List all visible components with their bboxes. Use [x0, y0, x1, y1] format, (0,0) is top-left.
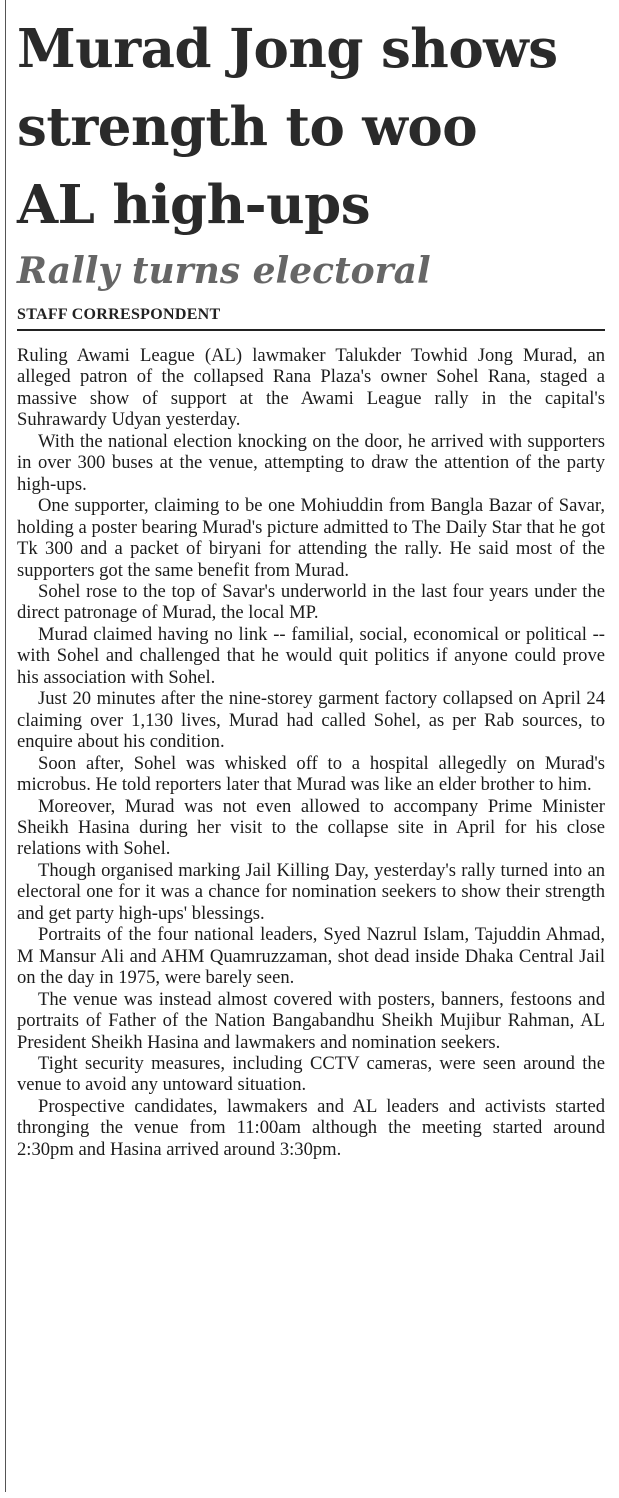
headline-line-3: AL high-ups [17, 174, 371, 236]
byline: STAFF CORRESPONDENT [17, 306, 221, 323]
news-article [17, 0, 607, 1160]
headline [17, 0, 607, 244]
paragraph: Portraits of the four national leaders, Syed Nazrul Islam, Tajuddin Ahmad, M Mansur Ali and AHM Quamruzzaman, shot dead inside Dhaka Central Jail on the day in 1975, were barely seen. [17, 924, 605, 989]
column-rule [5, 0, 6, 1492]
paragraph: Tight security measures, including CCTV cameras, were seen around the venue to avoid any untoward situation. [17, 1052, 605, 1096]
article-body [17, 345, 605, 1160]
paragraph: Though organised marking Jail Killing Day, yesterday's rally turned into an electoral one for it was a chance for nomination seekers to show their strength and get party high-ups' blessings. [17, 859, 605, 924]
paragraph: The venue was instead almost covered with posters, banners, festoons and portraits of Father of the Nation Bangabandhu Sheikh Mujibur Rahman, AL President Sheikh Hasina and lawmakers and nomination seekers. [17, 988, 605, 1053]
paragraph: Soon after, Sohel was whisked off to a hospital allegedly on Murad's microbus. He told reporters later that Murad was like an elder brother to him. [17, 752, 605, 796]
paragraph: Sohel rose to the top of Savar's underworld in the last four years under the direct patronage of Murad, the local MP. [17, 580, 605, 624]
subheadline: Rally turns electoral [17, 250, 431, 292]
paragraph: With the national election knocking on the door, he arrived with supporters in over 300 buses at the venue, attempting to draw the attention of the party high-ups. [17, 430, 605, 495]
paragraph: Just 20 minutes after the nine-storey garment factory collapsed on April 24 claiming over 1,130 lives, Murad had called Sohel, as per Rab sources, to enquire about his condition. [17, 688, 605, 753]
paragraph: Murad claimed having no link -- familial, social, economical or political -- with Sohel and challenged that he would quit politics if anyone could prove his association with Sohel. [17, 623, 605, 688]
paragraph: Moreover, Murad was not even allowed to accompany Prime Minister Sheikh Hasina during her visit to the collapse site in April for his close relations with Sohel. [17, 795, 605, 860]
headline-line-2: strength to woo [17, 96, 478, 158]
paragraph: One supporter, claiming to be one Mohiuddin from Bangla Bazar of Savar, holding a poster bearing Murad's picture admitted to The Daily Star that he got Tk 300 and a packet of biryani for attending the rally. He said most of the supporters got the same benefit from Murad. [17, 495, 605, 581]
paragraph: Ruling Awami League (AL) lawmaker Talukder Towhid Jong Murad, an alleged patron of the collapsed Rana Plaza's owner Sohel Rana, staged a massive show of support at the Awami League rally in the capital's Suhrawardy Udyan yesterday. [17, 345, 605, 431]
headline-line-1: Murad Jong shows [17, 18, 558, 80]
byline-divider [17, 329, 605, 331]
paragraph: Prospective candidates, lawmakers and AL leaders and activists started thronging the venue from 11:00am although the meeting started around 2:30pm and Hasina arrived around 3:30pm. [17, 1095, 605, 1160]
